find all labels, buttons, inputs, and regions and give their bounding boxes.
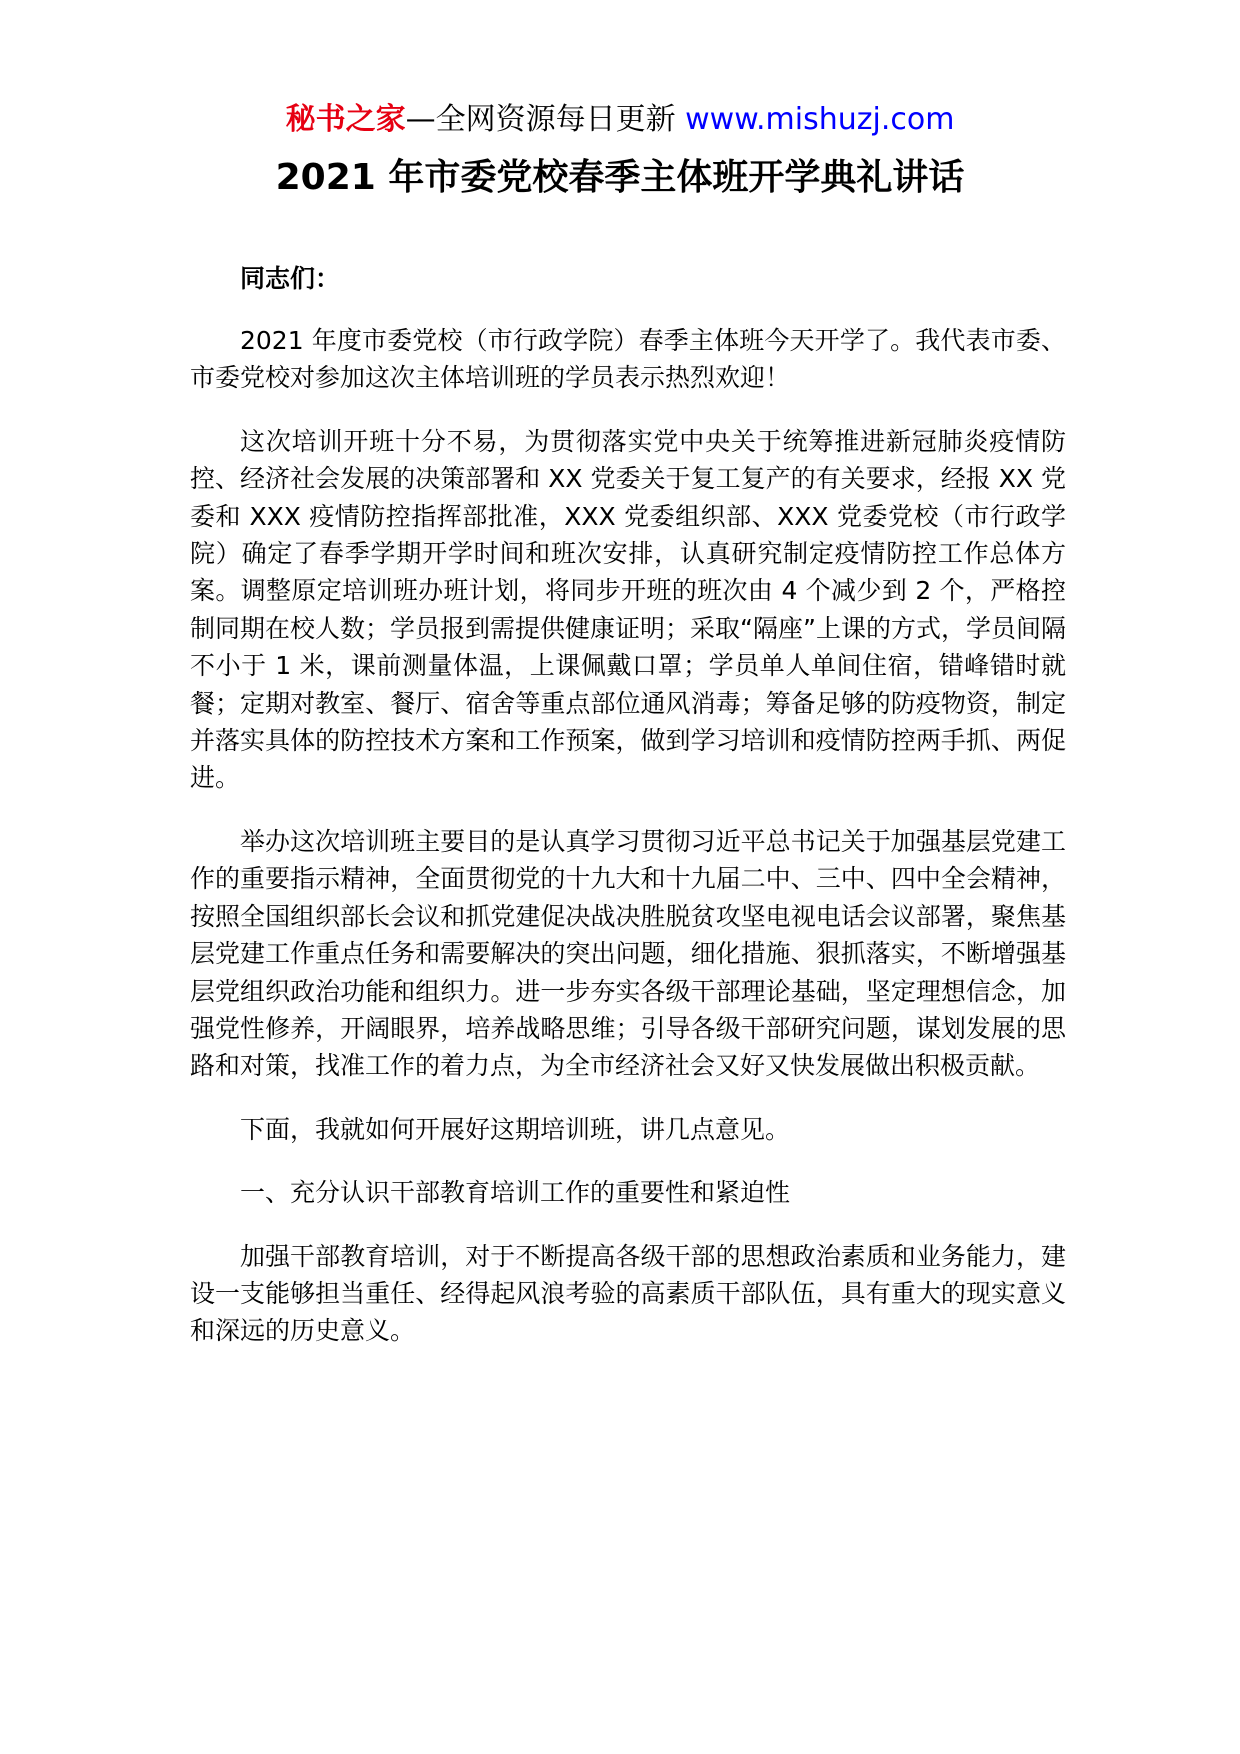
document-body	[190, 260, 1066, 1376]
paragraph-epidemic-measures: 这次培训开班十分不易，为贯彻落实党中央关于统筹推进新冠肺炎疫情防控、经济社会发展的决策部署和 XX 党委关于复工复产的有关要求，经报 XX 党委和 XXX 疫情防控指挥部批准，XXX 党委组织部、XXX 党委党校（市行政学院）确定了春季学期开学时间和班次安排，认真研究制定疫情防控工作总体方案。调整原定培训班办班计划，将同步开班的班次由 4 个减少到 2 个，严格控制同期在校人数；学员报到需提供健康证明；采取“隔座”上课的方式，学员间隔不小于 1 米，课前测量体温，上课佩戴口罩；学员单人单间住宿，错峰错时就餐；定期对教室、餐厅、宿舍等重点部位通风消毒；筹备足够的防疫物资，制定并落实具体的防控技术方案和工作预案，做到学习培训和疫情防控两手抓、两促进。	[190, 426, 1066, 793]
site-header	[0, 100, 1240, 140]
paragraph-welcome: 2021 年度市委党校（市行政学院）春季主体班今天开学了。我代表市委、市委党校对参加这次主体培训班的学员表示热烈欢迎！	[190, 326, 1066, 393]
salutation: 同志们：	[240, 264, 341, 293]
site-url-link[interactable]: www.mishuzj.com	[685, 102, 955, 137]
paragraph-importance: 加强干部教育培训，对于不断提高各级干部的思想政治素质和业务能力，建设一支能够担当重任、经得起风浪考验的高素质干部队伍，具有重大的现实意义和深远的历史意义。	[190, 1241, 1066, 1346]
document-title: 2021 年市委党校春季主体班开学典礼讲话	[275, 157, 965, 198]
site-brand: 秘书之家	[285, 102, 406, 137]
paragraph-training-purpose: 举办这次培训班主要目的是认真学习贯彻习近平总书记关于加强基层党建工作的重要指示精神，全面贯彻党的十九大和十九届二中、三中、四中全会精神，按照全国组织部长会议和抓党建促决战决胜脱贫攻坚电视电话会议部署，聚焦基层党建工作重点任务和需要解决的突出问题，细化措施、狠抓落实，不断增强基层党组织政治功能和组织力。进一步夯实各级干部理论基础，坚定理想信念，加强党性修养，开阔眼界，培养战略思维；引导各级干部研究问题，谋划发展的思路和对策，找准工作的着力点，为全市经济社会又好又快发展做出积极贡献。	[190, 826, 1066, 1081]
site-tagline: —全网资源每日更新	[405, 102, 686, 137]
section-heading-1: 一、充分认识干部教育培训工作的重要性和紧迫性	[240, 1178, 791, 1208]
paragraph-transition: 下面，我就如何开展好这期培训班，讲几点意见。	[240, 1114, 791, 1144]
